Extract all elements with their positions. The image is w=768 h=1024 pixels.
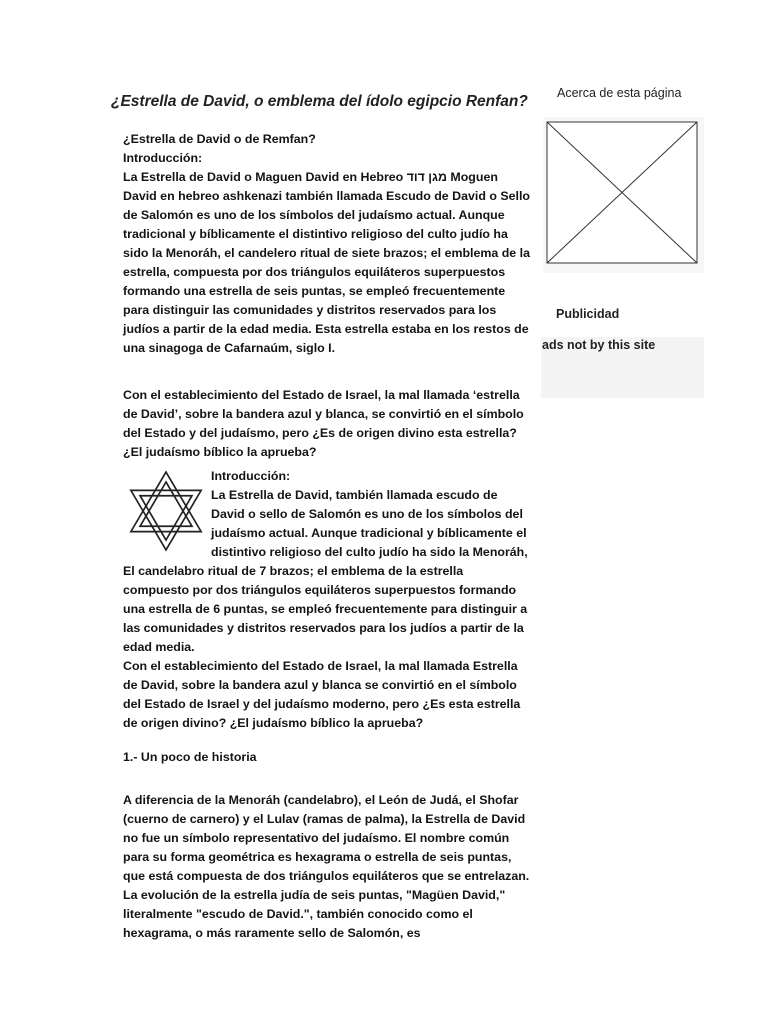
hebrew-name: מגן דוד	[406, 170, 447, 184]
about-label: Acerca de esta página	[557, 86, 682, 100]
second-intro-paragraph	[123, 467, 531, 733]
subtitle: ¿Estrella de David o de Remfan?	[123, 132, 316, 146]
ads-text: ads not by this site	[542, 338, 656, 352]
history-paragraph: A diferencia de la Menoráh (candelabro), el León de Judá, el Shofar (cuerno de carnero) y el Lulav (ramas de palma), la Estrella de David no fue un símbolo representativo del judaísmo. El nombre común para su forma geométrica es hexagrama o estrella de seis puntas, que está compuesta de dos triángulos equiláteros que se entrelazan. La evolución de la estrella judía de seis puntas, "Magüen David," literalmente "escudo de David.", también conocido como el hexagrama, o más raramente sello de Salomón, es	[123, 793, 530, 941]
intro-text: La Estrella de David o Maguen David en Hebreo מגן דוד Moguen David en hebreo ashkenazi también llamada Escudo de David o Sello de Salomón es uno de los símbolos del judaísmo actual. Aunque tradicional y bíblicamente el distintivo religioso del culto judío ha sido la Menoráh, el candelero ritual de siete brazos; el emblema de la estrella, compuesta por dos triángulos equiláteros superpuestos formando una estrella de seis puntas, se empleó frecuentemente para distinguir las comunidades y distritos reservados para los judíos a partir de la edad media. Esta estrella estaba en los restos de una sinagoga de Cafarnaúm, siglo I.	[123, 170, 530, 355]
second-intro-text: La Estrella de David, también llamada escudo de David o sello de Salomón es uno de los símbolos del judaísmo actual. Aunque tradicional y bíblicamente el distintivo religioso del culto judío ha sido la Menoráh, El candelabro ritual de 7 brazos; el emblema de la estrella compuesto por dos triángulos equiláteros superpuestos formando una estrella de 6 puntas, se empleó frecuentemente para distinguir a las comunidades y distritos reservados para los judíos a partir de la edad media.	[123, 488, 528, 654]
publicity-label: Publicidad	[556, 307, 620, 321]
image-placeholder	[543, 117, 704, 273]
second-israel-text: Con el establecimiento del Estado de Israel, la mal llamada Estrella de David, sobre la bandera azul y blanca se convirtió en el símbolo del Estado de Israel y del judaísmo moderno, pero ¿Es esta estrella de origen divino? ¿El judaísmo bíblico la aprueba?	[123, 659, 521, 730]
intro-heading: Introducción:	[123, 151, 203, 165]
second-intro-heading: Introducción:	[211, 469, 291, 483]
israel-paragraph: Con el establecimiento del Estado de Israel, la mal llamada ‘estrella de David’, sobre la bandera azul y blanca, se convirtió en el símbolo del Estado y del judaísmo, pero ¿Es de origen divino esta estrella? ¿El judaísmo bíblico la aprueba?	[123, 388, 524, 460]
section-heading-history: 1.- Un poco de historia	[123, 750, 257, 764]
intro-paragraph	[123, 130, 531, 358]
page-title: ¿Estrella de David, o emblema del ídolo egipcio Renfan?	[111, 93, 528, 110]
star-of-david-icon	[125, 467, 207, 555]
